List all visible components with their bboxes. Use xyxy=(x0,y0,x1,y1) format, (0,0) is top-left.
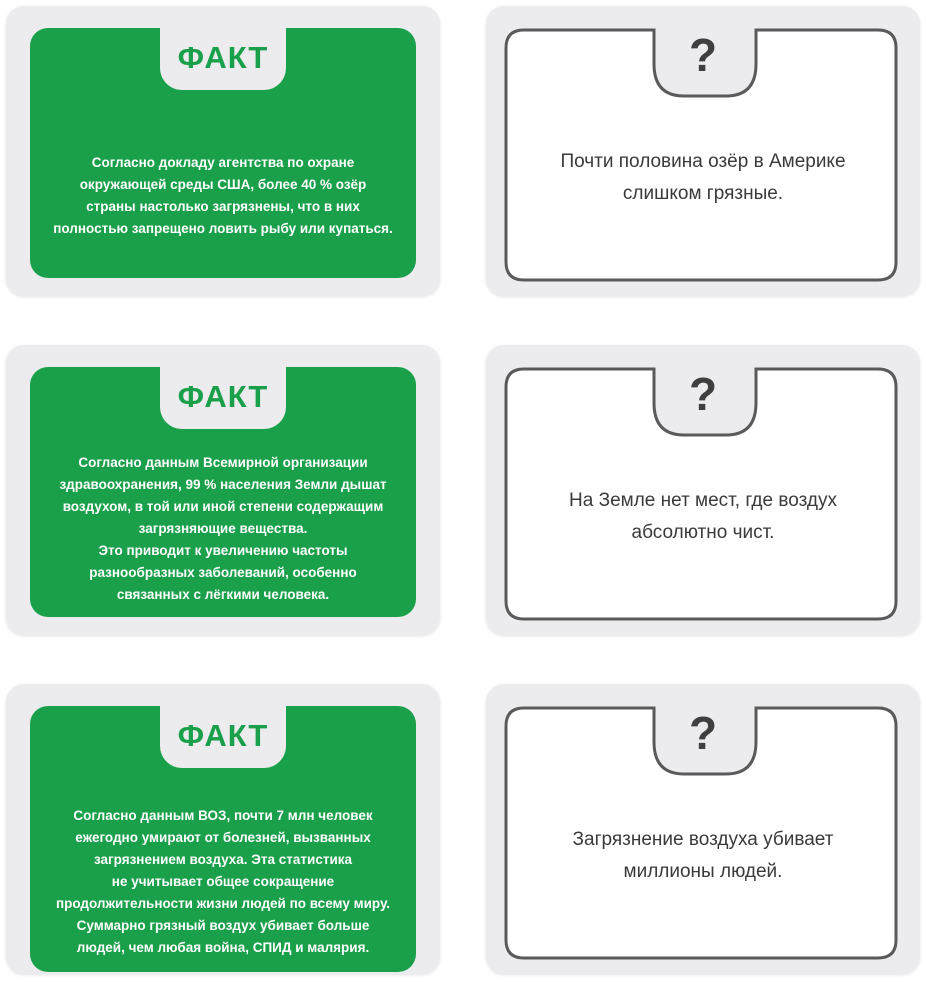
fact-tab xyxy=(160,367,286,429)
fact-line: связанных с лёгкими человека. xyxy=(116,587,330,602)
statement-text xyxy=(516,824,890,888)
fact-panel xyxy=(30,28,416,278)
fact-label: ФАКТ xyxy=(177,379,269,414)
fact-line: окружающей среды США, более 40 % озёр xyxy=(79,177,367,192)
question-mark-icon: ? xyxy=(688,368,718,420)
fact-line: Это приводит к увеличению частоты xyxy=(98,543,348,558)
statement-line: На Земле нет мест, где воздух xyxy=(569,490,837,511)
question-mark-icon: ? xyxy=(688,29,718,81)
fact-text xyxy=(48,124,398,268)
fact-line: воздухом, в той или иной степени содержащим xyxy=(62,499,384,514)
question-card-1 xyxy=(486,6,920,296)
fact-label: ФАКТ xyxy=(177,718,269,753)
statement-line: Загрязнение воздуха убивает xyxy=(572,829,834,850)
fact-line: полностью запрещено ловить рыбу или купаться. xyxy=(53,221,393,236)
fact-line: загрязняющие вещества. xyxy=(138,521,308,536)
fact-panel xyxy=(30,706,416,972)
question-card-2 xyxy=(486,345,920,635)
fact-line: Согласно данным ВОЗ, почти 7 млн человек xyxy=(73,808,373,823)
fact-text xyxy=(48,802,398,962)
question-mark-icon: ? xyxy=(688,707,718,759)
statement-line: абсолютно чист. xyxy=(631,522,775,543)
fact-panel xyxy=(30,367,416,617)
statement-text xyxy=(516,146,890,210)
fact-line: Суммарно грязный воздух убивает больше xyxy=(76,918,370,933)
fact-label: ФАКТ xyxy=(177,40,269,75)
fact-card-3 xyxy=(6,684,440,974)
fact-line: людей, чем любая война, СПИД и малярия. xyxy=(76,940,370,955)
statement-line: миллионы людей. xyxy=(623,861,783,882)
fact-line: здравоохранения, 99 % населения Земли дышат xyxy=(59,477,387,492)
fact-line: разнообразных заболеваний, особенно xyxy=(89,565,357,580)
fact-card-2 xyxy=(6,345,440,635)
fact-card-1 xyxy=(6,6,440,296)
statement-text xyxy=(516,485,890,549)
fact-line: ежегодно умирают от болезней, вызванных xyxy=(75,830,371,845)
fact-line: загрязнением воздуха. Эта статистика xyxy=(93,852,353,867)
fact-line: продолжительности жизни людей по всему миру. xyxy=(55,896,391,911)
fact-line: Согласно докладу агентства по охране xyxy=(91,155,355,170)
fact-tab xyxy=(160,706,286,768)
fact-line: Согласно данным Всемирной организации xyxy=(78,455,368,470)
statement-line: Почти половина озёр в Америке xyxy=(560,151,846,172)
fact-text xyxy=(48,451,398,607)
statement-line: слишком грязные. xyxy=(622,183,784,204)
fact-line: страны настолько загрязнены, что в них xyxy=(86,199,360,214)
fact-line: не учитывает общее сокращение xyxy=(111,874,335,889)
question-card-3 xyxy=(486,684,920,974)
fact-tab xyxy=(160,28,286,90)
